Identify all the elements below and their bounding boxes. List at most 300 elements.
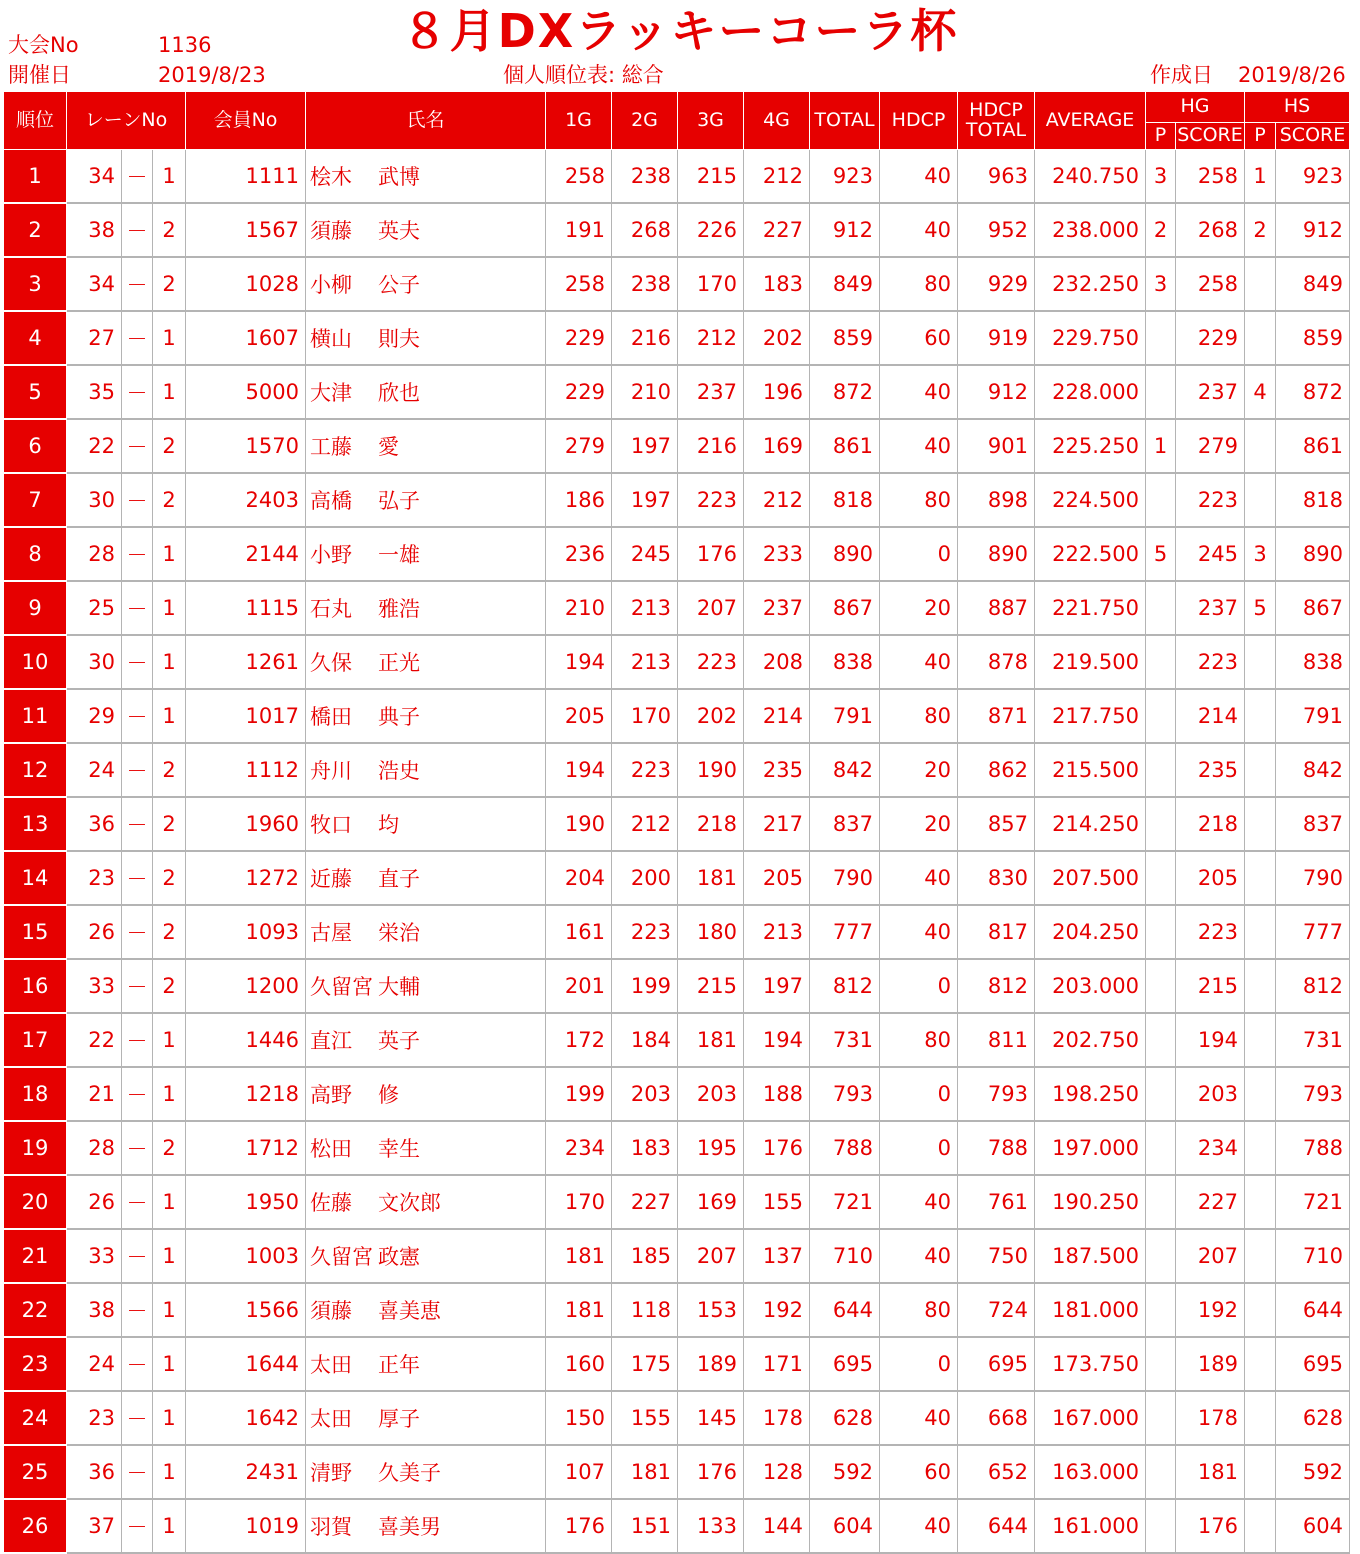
game2-cell: 213 bbox=[612, 635, 678, 689]
hdcp-cell: 0 bbox=[880, 1337, 958, 1391]
hdcp-cell: 40 bbox=[880, 905, 958, 959]
hdcp-cell: 40 bbox=[880, 1175, 958, 1229]
game2-cell: 185 bbox=[612, 1229, 678, 1283]
total-cell: 890 bbox=[810, 527, 880, 581]
col-g1: 1G bbox=[546, 92, 612, 150]
game3-cell: 212 bbox=[678, 311, 744, 365]
game3-cell: 223 bbox=[678, 635, 744, 689]
last-name: 高野 bbox=[310, 1083, 352, 1107]
game4-cell: 217 bbox=[744, 797, 810, 851]
sheet-label: 個人順位表: 総合 bbox=[503, 63, 664, 87]
last-name: 須藤 bbox=[310, 219, 352, 243]
game3-cell: 216 bbox=[678, 419, 744, 473]
total-cell: 731 bbox=[810, 1013, 880, 1067]
table-row bbox=[4, 1499, 1350, 1553]
hdcp-total-cell: 919 bbox=[958, 311, 1035, 365]
lane-sub-cell: 1 bbox=[153, 365, 186, 419]
hg-score-cell: 181 bbox=[1176, 1445, 1245, 1499]
game3-cell: 203 bbox=[678, 1067, 744, 1121]
rank-cell: 25 bbox=[4, 1445, 67, 1499]
game4-cell: 202 bbox=[744, 311, 810, 365]
table-row bbox=[4, 581, 1350, 635]
lane-dash: － bbox=[122, 1391, 153, 1445]
hs-place-cell bbox=[1245, 797, 1276, 851]
member-no-cell: 1200 bbox=[186, 959, 306, 1013]
game3-cell: 215 bbox=[678, 959, 744, 1013]
hdcp-total-cell: 887 bbox=[958, 581, 1035, 635]
lane-sub-cell: 1 bbox=[153, 527, 186, 581]
hg-score-cell: 205 bbox=[1176, 851, 1245, 905]
game1-cell: 107 bbox=[546, 1445, 612, 1499]
hg-score-cell: 227 bbox=[1176, 1175, 1245, 1229]
name-cell bbox=[306, 1175, 546, 1229]
first-name: 喜美男 bbox=[378, 1515, 441, 1539]
total-cell: 872 bbox=[810, 365, 880, 419]
name-cell bbox=[306, 365, 546, 419]
game3-cell: 207 bbox=[678, 581, 744, 635]
hg-score-cell: 279 bbox=[1176, 419, 1245, 473]
first-name: 公子 bbox=[378, 273, 420, 297]
total-cell: 695 bbox=[810, 1337, 880, 1391]
name-cell bbox=[306, 419, 546, 473]
hs-place-cell bbox=[1245, 635, 1276, 689]
last-name: 直江 bbox=[310, 1029, 352, 1053]
col-hdcp-total: HDCP TOTAL bbox=[958, 92, 1035, 150]
hdcp-cell: 60 bbox=[880, 1445, 958, 1499]
game4-cell: 196 bbox=[744, 365, 810, 419]
last-name: 須藤 bbox=[310, 1299, 352, 1323]
lane-cell: 30 bbox=[67, 473, 122, 527]
name-cell bbox=[306, 311, 546, 365]
game4-cell: 155 bbox=[744, 1175, 810, 1229]
game1-cell: 258 bbox=[546, 150, 612, 204]
game4-cell: 192 bbox=[744, 1283, 810, 1337]
lane-cell: 27 bbox=[67, 311, 122, 365]
table-row bbox=[4, 150, 1350, 204]
game3-cell: 145 bbox=[678, 1391, 744, 1445]
lane-sub-cell: 1 bbox=[153, 635, 186, 689]
hdcp-cell: 40 bbox=[880, 635, 958, 689]
game2-cell: 184 bbox=[612, 1013, 678, 1067]
lane-dash: － bbox=[122, 905, 153, 959]
hs-place-cell bbox=[1245, 905, 1276, 959]
game1-cell: 190 bbox=[546, 797, 612, 851]
col-g4: 4G bbox=[744, 92, 810, 150]
rank-cell: 14 bbox=[4, 851, 67, 905]
last-name: 太田 bbox=[310, 1407, 352, 1431]
member-no-cell: 2403 bbox=[186, 473, 306, 527]
rank-cell: 22 bbox=[4, 1283, 67, 1337]
game4-cell: 183 bbox=[744, 257, 810, 311]
hdcp-total-cell: 929 bbox=[958, 257, 1035, 311]
hg-place-cell bbox=[1146, 905, 1176, 959]
first-name: 久美子 bbox=[378, 1461, 441, 1485]
hs-score-cell: 837 bbox=[1276, 797, 1350, 851]
game2-cell: 268 bbox=[612, 203, 678, 257]
last-name: 橋田 bbox=[310, 705, 352, 729]
lane-dash: － bbox=[122, 581, 153, 635]
hdcp-cell: 80 bbox=[880, 689, 958, 743]
hg-score-cell: 176 bbox=[1176, 1499, 1245, 1553]
lane-dash: － bbox=[122, 1013, 153, 1067]
hs-place-cell bbox=[1245, 1337, 1276, 1391]
hg-place-cell bbox=[1146, 1121, 1176, 1175]
table-row bbox=[4, 527, 1350, 581]
hdcp-total-cell: 878 bbox=[958, 635, 1035, 689]
hs-score-cell: 721 bbox=[1276, 1175, 1350, 1229]
lane-cell: 38 bbox=[67, 1283, 122, 1337]
total-cell: 793 bbox=[810, 1067, 880, 1121]
hg-place-cell bbox=[1146, 365, 1176, 419]
hdcp-cell: 40 bbox=[880, 365, 958, 419]
game3-cell: 223 bbox=[678, 473, 744, 527]
game1-cell: 176 bbox=[546, 1499, 612, 1553]
total-cell: 818 bbox=[810, 473, 880, 527]
hdcp-cell: 20 bbox=[880, 581, 958, 635]
lane-dash: － bbox=[122, 150, 153, 204]
hg-score-cell: 207 bbox=[1176, 1229, 1245, 1283]
last-name: 佐藤 bbox=[310, 1191, 352, 1215]
game4-cell: 197 bbox=[744, 959, 810, 1013]
last-name: 久留宮 bbox=[310, 1245, 373, 1269]
table-row bbox=[4, 1121, 1350, 1175]
game2-cell: 238 bbox=[612, 257, 678, 311]
lane-dash: － bbox=[122, 743, 153, 797]
hdcp-total-cell: 830 bbox=[958, 851, 1035, 905]
table-row bbox=[4, 203, 1350, 257]
name-cell bbox=[306, 689, 546, 743]
average-cell: 202.750 bbox=[1035, 1013, 1146, 1067]
hs-score-cell: 791 bbox=[1276, 689, 1350, 743]
hs-place-cell bbox=[1245, 851, 1276, 905]
game1-cell: 210 bbox=[546, 581, 612, 635]
hg-place-cell bbox=[1146, 1175, 1176, 1229]
first-name: 弘子 bbox=[378, 489, 420, 513]
hg-score-cell: 258 bbox=[1176, 150, 1245, 204]
member-no-cell: 1112 bbox=[186, 743, 306, 797]
first-name: 幸生 bbox=[378, 1137, 420, 1161]
table-row bbox=[4, 1175, 1350, 1229]
game1-cell: 186 bbox=[546, 473, 612, 527]
page-title: ８月DXラッキーコーラ杯 bbox=[401, 4, 959, 58]
average-cell: 161.000 bbox=[1035, 1499, 1146, 1553]
game4-cell: 235 bbox=[744, 743, 810, 797]
lane-dash: － bbox=[122, 1283, 153, 1337]
table-row bbox=[4, 1013, 1350, 1067]
lane-sub-cell: 1 bbox=[153, 1283, 186, 1337]
hs-place-cell bbox=[1245, 419, 1276, 473]
table-row bbox=[4, 851, 1350, 905]
hs-score-cell: 731 bbox=[1276, 1013, 1350, 1067]
hs-score-cell: 912 bbox=[1276, 203, 1350, 257]
total-cell: 791 bbox=[810, 689, 880, 743]
hdcp-cell: 0 bbox=[880, 959, 958, 1013]
lane-cell: 30 bbox=[67, 635, 122, 689]
hdcp-total-cell: 724 bbox=[958, 1283, 1035, 1337]
game3-cell: 176 bbox=[678, 1445, 744, 1499]
lane-cell: 25 bbox=[67, 581, 122, 635]
table-row bbox=[4, 1229, 1350, 1283]
table-row bbox=[4, 419, 1350, 473]
first-name: 雅浩 bbox=[378, 597, 420, 621]
hg-place-cell: 5 bbox=[1146, 527, 1176, 581]
total-cell: 604 bbox=[810, 1499, 880, 1553]
last-name: 牧口 bbox=[310, 813, 352, 837]
total-cell: 838 bbox=[810, 635, 880, 689]
game1-cell: 194 bbox=[546, 635, 612, 689]
col-hs: HS bbox=[1245, 92, 1350, 123]
total-cell: 592 bbox=[810, 1445, 880, 1499]
average-cell: 190.250 bbox=[1035, 1175, 1146, 1229]
average-cell: 221.750 bbox=[1035, 581, 1146, 635]
first-name: 愛 bbox=[378, 435, 399, 459]
game4-cell: 227 bbox=[744, 203, 810, 257]
lane-cell: 29 bbox=[67, 689, 122, 743]
game1-cell: 258 bbox=[546, 257, 612, 311]
first-name: 一雄 bbox=[378, 543, 420, 567]
last-name: 大津 bbox=[310, 381, 352, 405]
hdcp-cell: 40 bbox=[880, 1499, 958, 1553]
hdcp-cell: 40 bbox=[880, 419, 958, 473]
average-cell: 228.000 bbox=[1035, 365, 1146, 419]
hdcp-cell: 40 bbox=[880, 1229, 958, 1283]
name-cell bbox=[306, 257, 546, 311]
last-name: 舟川 bbox=[310, 759, 352, 783]
first-name: 大輔 bbox=[378, 975, 420, 999]
hg-score-cell: 194 bbox=[1176, 1013, 1245, 1067]
lane-sub-cell: 1 bbox=[153, 581, 186, 635]
col-member: 会員No bbox=[186, 92, 306, 150]
game4-cell: 194 bbox=[744, 1013, 810, 1067]
total-cell: 628 bbox=[810, 1391, 880, 1445]
hdcp-total-cell: 761 bbox=[958, 1175, 1035, 1229]
lane-sub-cell: 1 bbox=[153, 311, 186, 365]
average-cell: 224.500 bbox=[1035, 473, 1146, 527]
hdcp-cell: 40 bbox=[880, 203, 958, 257]
name-cell bbox=[306, 1229, 546, 1283]
hg-place-cell bbox=[1146, 851, 1176, 905]
lane-dash: － bbox=[122, 257, 153, 311]
lane-sub-cell: 1 bbox=[153, 1445, 186, 1499]
hg-score-cell: 214 bbox=[1176, 689, 1245, 743]
lane-cell: 36 bbox=[67, 1445, 122, 1499]
game2-cell: 183 bbox=[612, 1121, 678, 1175]
game2-cell: 223 bbox=[612, 743, 678, 797]
game2-cell: 197 bbox=[612, 473, 678, 527]
lane-sub-cell: 1 bbox=[153, 150, 186, 204]
lane-dash: － bbox=[122, 635, 153, 689]
lane-sub-cell: 1 bbox=[153, 1067, 186, 1121]
total-cell: 777 bbox=[810, 905, 880, 959]
average-cell: 232.250 bbox=[1035, 257, 1146, 311]
col-total: TOTAL bbox=[810, 92, 880, 150]
hs-place-cell: 3 bbox=[1245, 527, 1276, 581]
last-name: 桧木 bbox=[310, 165, 352, 189]
hs-score-cell: 867 bbox=[1276, 581, 1350, 635]
member-no-cell: 1218 bbox=[186, 1067, 306, 1121]
hs-place-cell bbox=[1245, 1283, 1276, 1337]
game3-cell: 195 bbox=[678, 1121, 744, 1175]
member-no-cell: 1570 bbox=[186, 419, 306, 473]
total-cell: 849 bbox=[810, 257, 880, 311]
col-hs-p: P bbox=[1245, 123, 1276, 150]
table-row bbox=[4, 1283, 1350, 1337]
hg-score-cell: 268 bbox=[1176, 203, 1245, 257]
lane-cell: 28 bbox=[67, 1121, 122, 1175]
member-no-cell: 1950 bbox=[186, 1175, 306, 1229]
member-no-cell: 1642 bbox=[186, 1391, 306, 1445]
hdcp-cell: 80 bbox=[880, 1013, 958, 1067]
hg-place-cell bbox=[1146, 311, 1176, 365]
game1-cell: 234 bbox=[546, 1121, 612, 1175]
member-no-cell: 1960 bbox=[186, 797, 306, 851]
game2-cell: 200 bbox=[612, 851, 678, 905]
col-g2: 2G bbox=[612, 92, 678, 150]
col-hg: HG bbox=[1146, 92, 1245, 123]
hs-score-cell: 842 bbox=[1276, 743, 1350, 797]
hdcp-total-cell: 890 bbox=[958, 527, 1035, 581]
hs-place-cell bbox=[1245, 689, 1276, 743]
name-cell bbox=[306, 581, 546, 635]
average-cell: 215.500 bbox=[1035, 743, 1146, 797]
lane-cell: 35 bbox=[67, 365, 122, 419]
game4-cell: 233 bbox=[744, 527, 810, 581]
total-cell: 842 bbox=[810, 743, 880, 797]
hdcp-cell: 60 bbox=[880, 311, 958, 365]
average-cell: 207.500 bbox=[1035, 851, 1146, 905]
hdcp-total-cell: 857 bbox=[958, 797, 1035, 851]
average-cell: 238.000 bbox=[1035, 203, 1146, 257]
total-cell: 837 bbox=[810, 797, 880, 851]
rank-cell: 1 bbox=[4, 150, 67, 204]
table-row bbox=[4, 311, 1350, 365]
lane-sub-cell: 2 bbox=[153, 851, 186, 905]
hdcp-cell: 0 bbox=[880, 1067, 958, 1121]
hdcp-total-cell: 901 bbox=[958, 419, 1035, 473]
rank-cell: 7 bbox=[4, 473, 67, 527]
name-cell bbox=[306, 150, 546, 204]
hs-place-cell bbox=[1245, 743, 1276, 797]
total-cell: 867 bbox=[810, 581, 880, 635]
first-name: 正光 bbox=[378, 651, 420, 675]
name-cell bbox=[306, 1499, 546, 1553]
name-cell bbox=[306, 635, 546, 689]
hdcp-cell: 40 bbox=[880, 150, 958, 204]
first-name: 喜美恵 bbox=[378, 1299, 441, 1323]
last-name: 久保 bbox=[310, 651, 352, 675]
member-no-cell: 1567 bbox=[186, 203, 306, 257]
col-hdcp: HDCP bbox=[880, 92, 958, 150]
first-name: 浩史 bbox=[378, 759, 420, 783]
last-name: 清野 bbox=[310, 1461, 352, 1485]
first-name: 政憲 bbox=[378, 1245, 420, 1269]
hg-place-cell bbox=[1146, 1229, 1176, 1283]
lane-cell: 24 bbox=[67, 1337, 122, 1391]
rank-cell: 3 bbox=[4, 257, 67, 311]
lane-dash: － bbox=[122, 419, 153, 473]
game1-cell: 161 bbox=[546, 905, 612, 959]
hdcp-total-cell: 871 bbox=[958, 689, 1035, 743]
game2-cell: 181 bbox=[612, 1445, 678, 1499]
hdcp-total-cell: 644 bbox=[958, 1499, 1035, 1553]
game2-cell: 118 bbox=[612, 1283, 678, 1337]
average-cell: 167.000 bbox=[1035, 1391, 1146, 1445]
lane-cell: 33 bbox=[67, 1229, 122, 1283]
first-name: 則夫 bbox=[378, 327, 420, 351]
game3-cell: 170 bbox=[678, 257, 744, 311]
game4-cell: 212 bbox=[744, 150, 810, 204]
game3-cell: 226 bbox=[678, 203, 744, 257]
game4-cell: 214 bbox=[744, 689, 810, 743]
lane-cell: 37 bbox=[67, 1499, 122, 1553]
lane-dash: － bbox=[122, 797, 153, 851]
game3-cell: 189 bbox=[678, 1337, 744, 1391]
game3-cell: 181 bbox=[678, 851, 744, 905]
hs-score-cell: 861 bbox=[1276, 419, 1350, 473]
game4-cell: 208 bbox=[744, 635, 810, 689]
hg-place-cell bbox=[1146, 1013, 1176, 1067]
average-cell: 225.250 bbox=[1035, 419, 1146, 473]
hg-score-cell: 178 bbox=[1176, 1391, 1245, 1445]
lane-cell: 23 bbox=[67, 1391, 122, 1445]
game2-cell: 155 bbox=[612, 1391, 678, 1445]
hs-score-cell: 859 bbox=[1276, 311, 1350, 365]
game3-cell: 190 bbox=[678, 743, 744, 797]
hg-place-cell bbox=[1146, 1067, 1176, 1121]
name-cell bbox=[306, 1283, 546, 1337]
game2-cell: 245 bbox=[612, 527, 678, 581]
game3-cell: 237 bbox=[678, 365, 744, 419]
first-name: 直子 bbox=[378, 867, 420, 891]
hs-place-cell bbox=[1245, 1121, 1276, 1175]
hs-place-cell: 1 bbox=[1245, 150, 1276, 204]
game4-cell: 212 bbox=[744, 473, 810, 527]
lane-sub-cell: 2 bbox=[153, 419, 186, 473]
first-name: 典子 bbox=[378, 705, 420, 729]
table-row bbox=[4, 1445, 1350, 1499]
name-cell bbox=[306, 1121, 546, 1175]
hdcp-cell: 20 bbox=[880, 797, 958, 851]
lane-sub-cell: 2 bbox=[153, 473, 186, 527]
game2-cell: 238 bbox=[612, 150, 678, 204]
col-hs-score: SCORE bbox=[1276, 123, 1350, 150]
table-row bbox=[4, 959, 1350, 1013]
total-cell: 861 bbox=[810, 419, 880, 473]
last-name: 古屋 bbox=[310, 921, 352, 945]
hg-place-cell bbox=[1146, 581, 1176, 635]
game4-cell: 213 bbox=[744, 905, 810, 959]
last-name: 工藤 bbox=[310, 435, 352, 459]
table-row bbox=[4, 689, 1350, 743]
hdcp-total-cell: 793 bbox=[958, 1067, 1035, 1121]
total-cell: 790 bbox=[810, 851, 880, 905]
game1-cell: 199 bbox=[546, 1067, 612, 1121]
total-cell: 859 bbox=[810, 311, 880, 365]
lane-cell: 21 bbox=[67, 1067, 122, 1121]
average-cell: 187.500 bbox=[1035, 1229, 1146, 1283]
hdcp-cell: 80 bbox=[880, 257, 958, 311]
hg-score-cell: 237 bbox=[1176, 365, 1245, 419]
total-cell: 812 bbox=[810, 959, 880, 1013]
hs-place-cell bbox=[1245, 1499, 1276, 1553]
first-name: 正年 bbox=[378, 1353, 420, 1377]
hs-score-cell: 644 bbox=[1276, 1283, 1350, 1337]
created-date: 2019/8/26 bbox=[1238, 63, 1346, 87]
game1-cell: 205 bbox=[546, 689, 612, 743]
game1-cell: 150 bbox=[546, 1391, 612, 1445]
member-no-cell: 1017 bbox=[186, 689, 306, 743]
name-cell bbox=[306, 1013, 546, 1067]
